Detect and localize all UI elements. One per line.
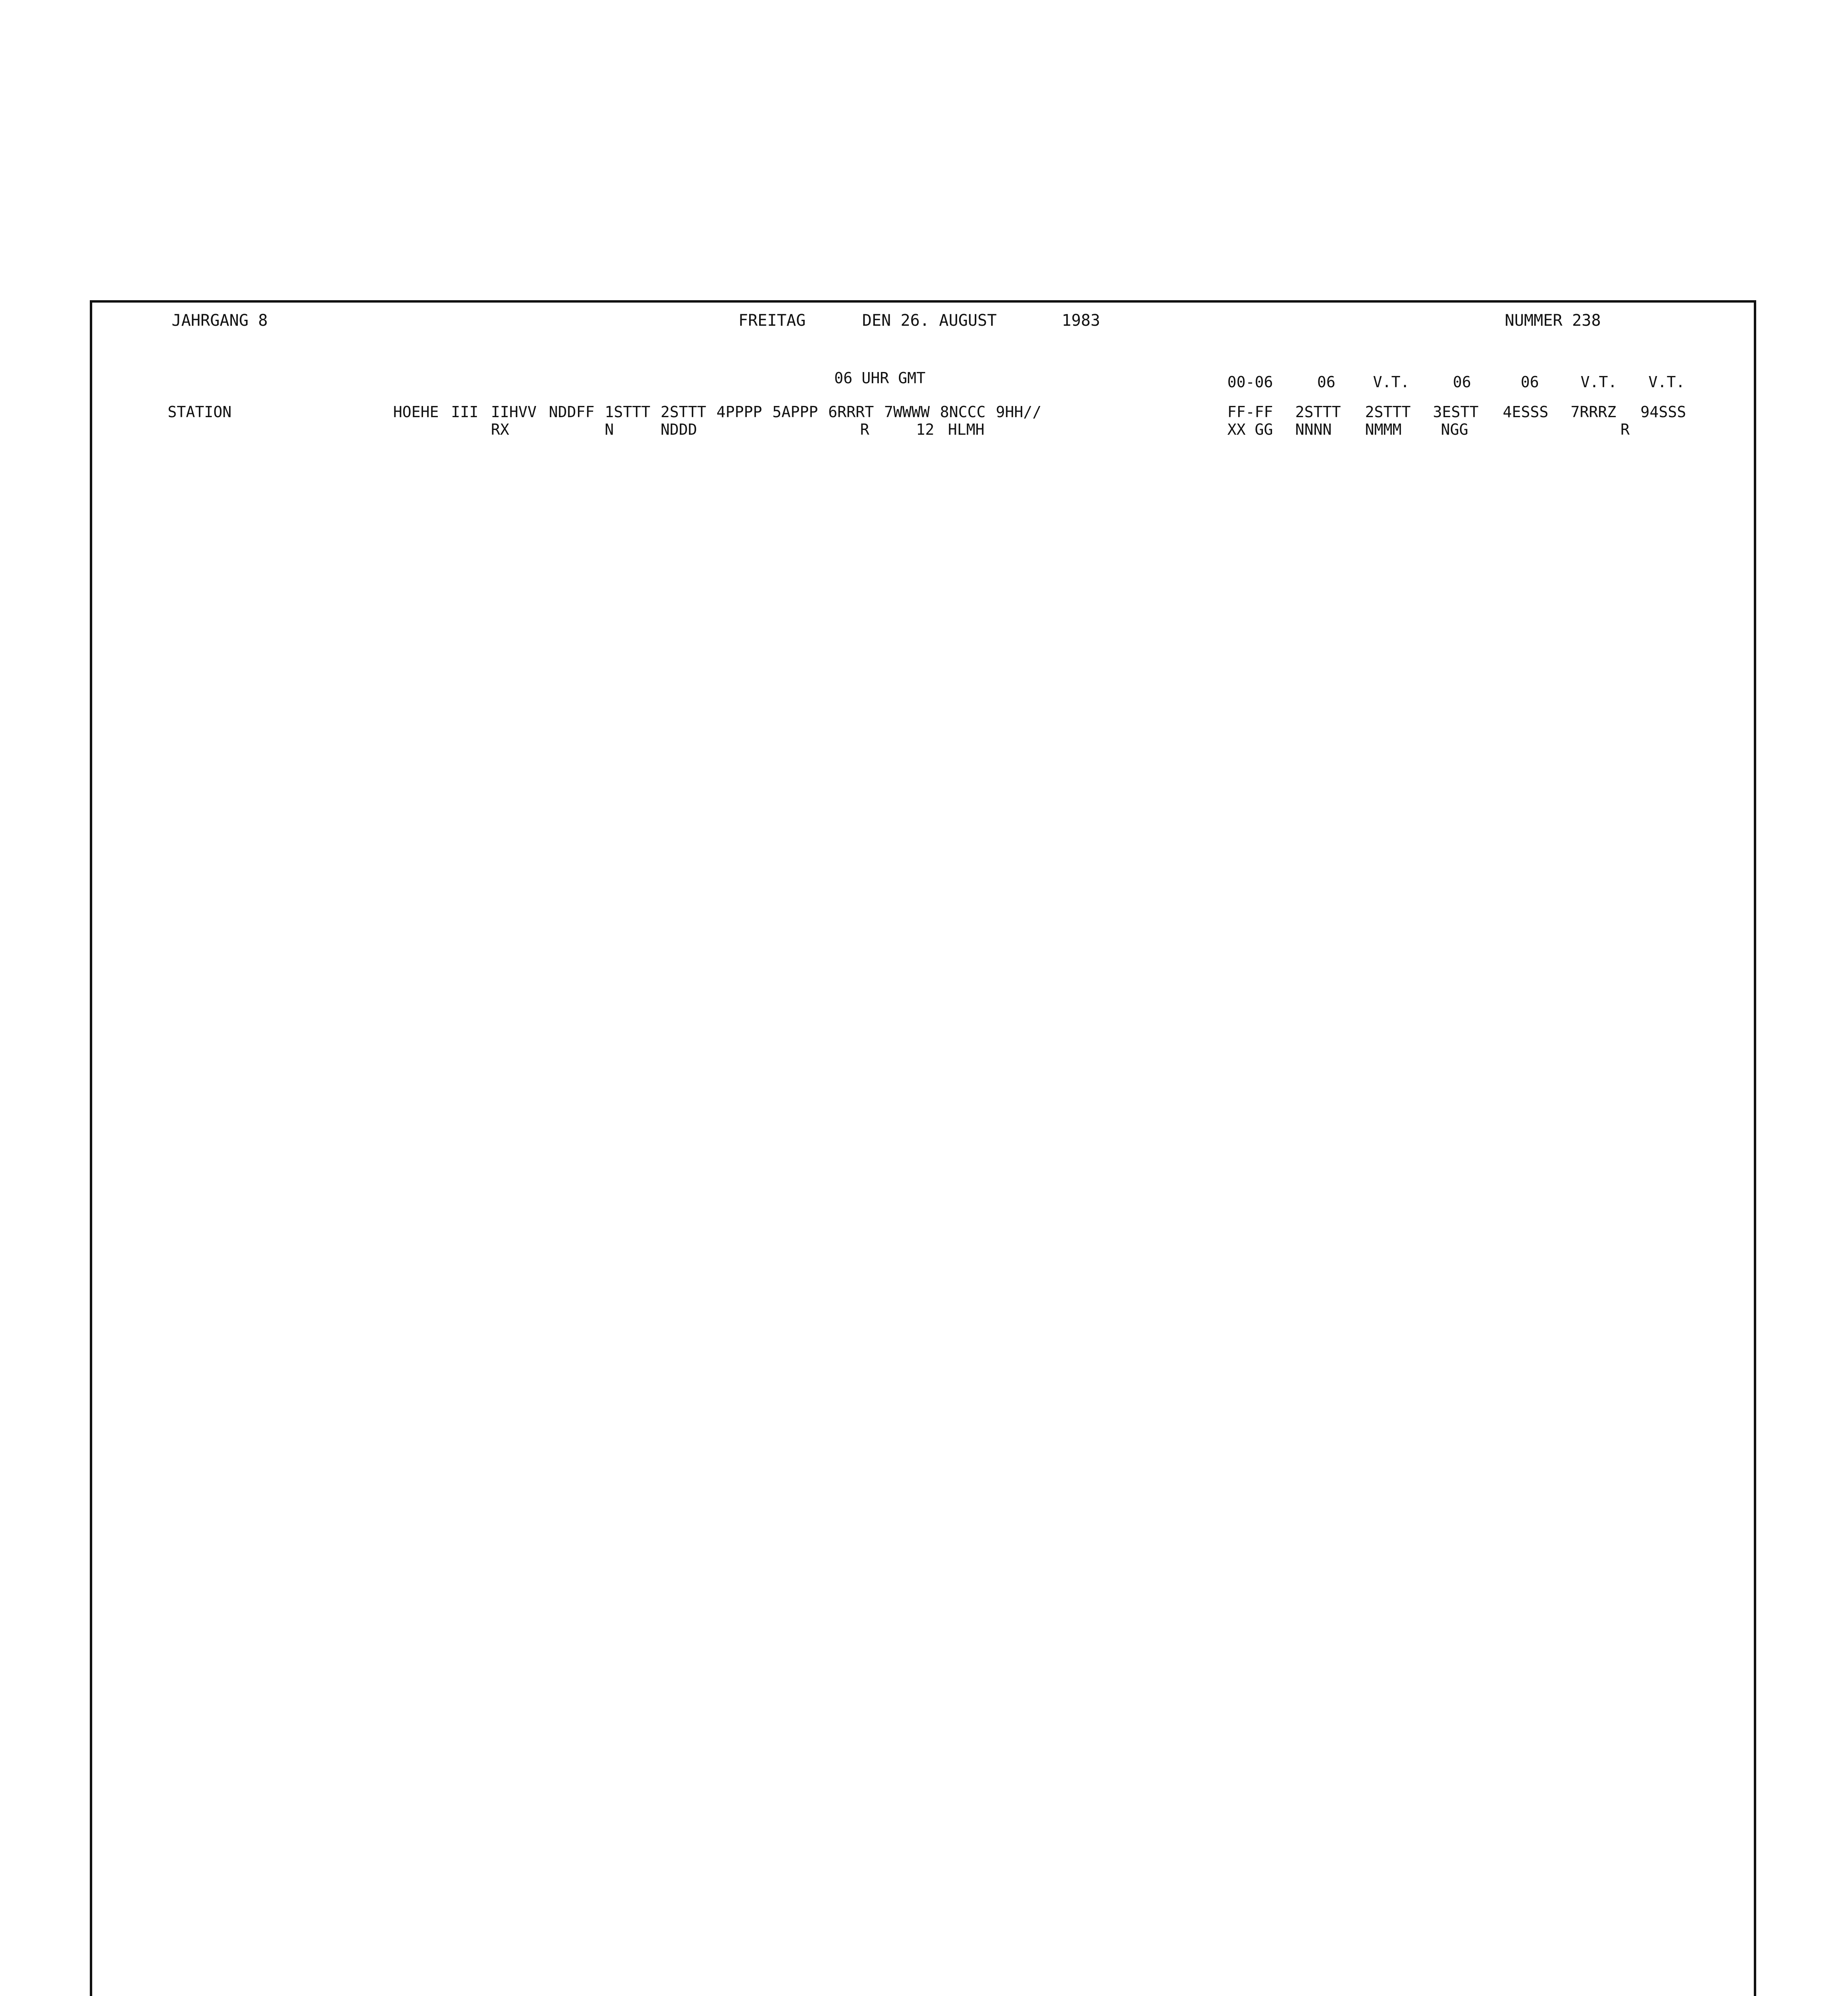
col-4pppp: 4PPPP [716,403,762,421]
jahrgang: JAHRGANG 8 [172,311,268,330]
sub-12: 12 [916,421,934,438]
section-title: 06 UHR GMT [834,369,926,387]
col-1sttt: 1STTT [605,403,651,421]
col-iihvv: IIHVV [491,403,537,421]
col-nddff: NDDFF [549,403,595,421]
nummer: NUMMER 238 [1505,311,1601,330]
col-group-4: 06 [1521,373,1539,391]
weekday: FREITAG [738,311,806,330]
col-hoehe: HOEHE [393,403,439,421]
sub-r2: R [1620,421,1630,438]
sub-xx-gg: XX GG [1227,421,1273,438]
year: 1983 [1062,311,1100,330]
sub-nmmm: NMMM [1365,421,1402,438]
col-group-6: V.T. [1648,373,1685,391]
sub-hlmh: HLMH [948,421,985,438]
col-3estt: 3ESTT [1433,403,1479,421]
col-2sttt-c: 2STTT [1365,403,1411,421]
col-94sss: 94SSS [1640,403,1686,421]
sub-nddd: NDDD [661,421,697,438]
col-2sttt: 2STTT [661,403,706,421]
col-group-5: V.T. [1581,373,1617,391]
col-group-2: V.T. [1373,373,1410,391]
col-7wwww: 7WWWW [884,403,930,421]
col-2sttt-b: 2STTT [1295,403,1341,421]
col-group-0: 00-06 [1227,373,1273,391]
sub-nnnn: NNNN [1295,421,1332,438]
col-5appp: 5APPP [772,403,818,421]
col-iii: III [451,403,479,421]
col-7rrrz: 7RRRZ [1571,403,1617,421]
sub-r: R [860,421,869,438]
col-9hh: 9HH// [996,403,1042,421]
sub-n: N [605,421,614,438]
sub-ngg: NGG [1441,421,1468,438]
col-group-1: 06 [1317,373,1336,391]
col-station: STATION [168,403,232,421]
date: DEN 26. AUGUST [862,311,997,330]
col-6rrrt: 6RRRT [828,403,874,421]
col-group-3: 06 [1453,373,1471,391]
sub-rx: RX [491,421,509,438]
col-4esss: 4ESSS [1503,403,1549,421]
col-ff-ff: FF-FF [1227,403,1273,421]
col-8nccc: 8NCCC [940,403,986,421]
station-table [168,459,1740,1996]
